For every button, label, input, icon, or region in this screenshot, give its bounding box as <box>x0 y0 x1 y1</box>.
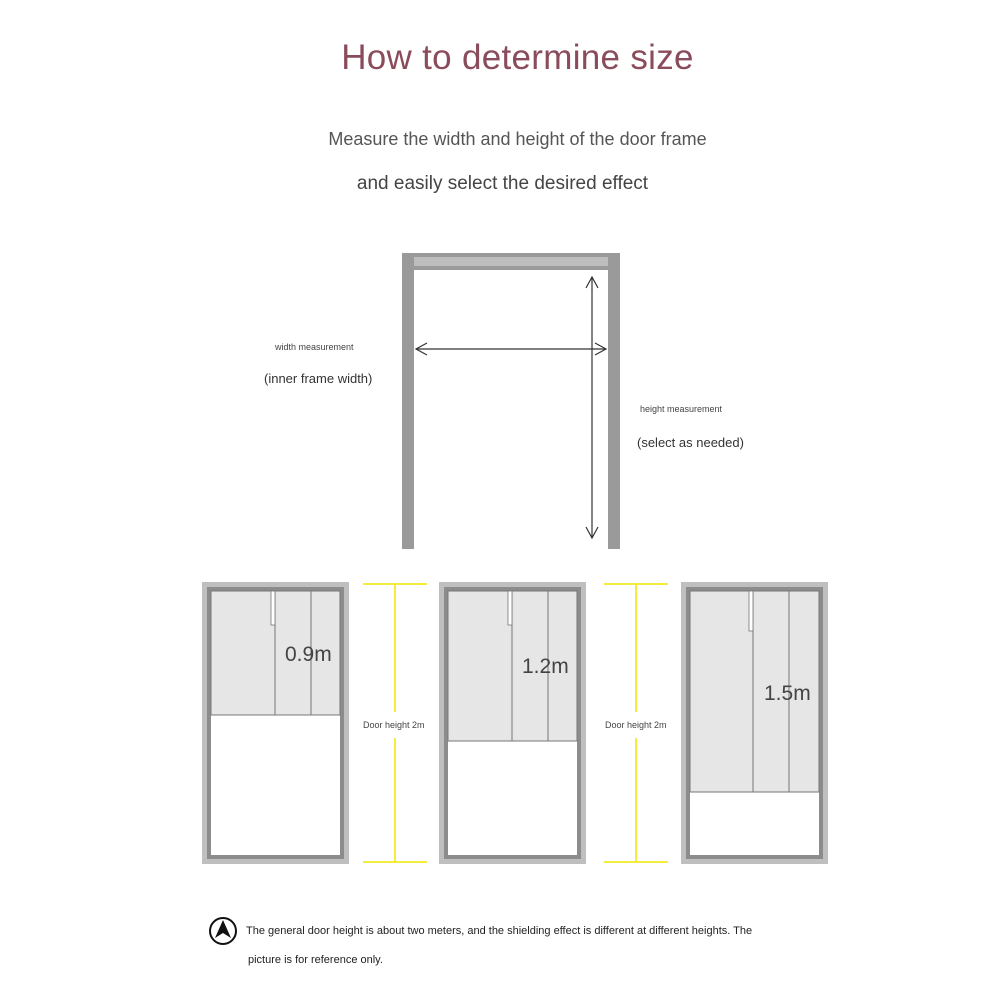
door-3 <box>681 582 828 864</box>
door-2 <box>439 582 586 864</box>
north-arrow-circle-icon <box>210 918 236 944</box>
subtitle-line-1: Measure the width and height of the door frame <box>328 129 707 149</box>
width-measurement-note: (inner frame width) <box>264 371 373 386</box>
width-measurement-label: width measurement <box>275 342 354 352</box>
subtitle-line-2: and easily select the desired effect <box>356 173 649 194</box>
frame-left-post <box>402 253 414 549</box>
door-frame <box>402 253 620 549</box>
door-2-curtain-label: 1.2m <box>522 655 569 678</box>
footnote-line-2: picture is for reference only. <box>248 954 383 966</box>
page-title: How to determine size <box>341 38 694 77</box>
frame-right-post <box>608 253 620 549</box>
door-height-label-2: Door height 2m <box>605 720 667 730</box>
height-measurement-label: height measurement <box>640 404 723 414</box>
door-1-curtain-label: 0.9m <box>285 643 332 666</box>
height-measurement-note: (select as needed) <box>637 435 744 450</box>
door-3-curtain-label: 1.5m <box>764 682 811 705</box>
footnote-line-1: The general door height is about two meters, and the shielding effect is different at different heights. The <box>246 925 753 937</box>
door-1 <box>202 582 349 864</box>
door-height-label-1: Door height 2m <box>363 720 425 730</box>
